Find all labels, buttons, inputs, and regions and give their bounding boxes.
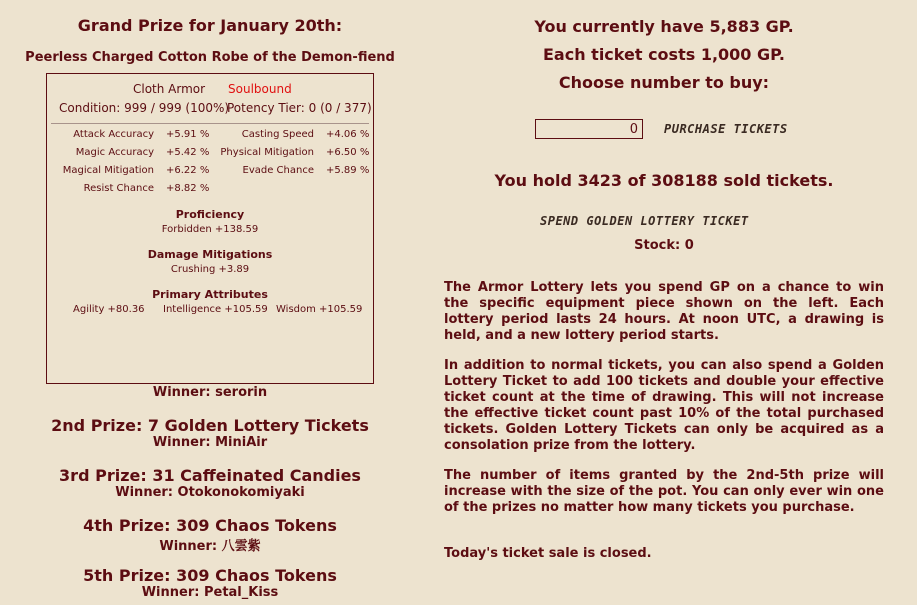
item-divider (51, 123, 369, 124)
stat-label: Physical Mitigation (220, 147, 314, 158)
stat-value: +5.42 % (166, 147, 210, 158)
prize-3-winner: Winner: Otokonokomiyaki (115, 485, 305, 500)
damage-mitigations-value: Crushing +3.89 (170, 264, 250, 275)
prize-3-title: 3rd Prize: 31 Caffeinated Candies (59, 466, 361, 485)
prize-2-winner: Winner: MiniAir (152, 435, 268, 450)
info-paragraph-2: In addition to normal tickets, you can also spend a Golden Lottery Ticket to add 100 tickets and double your effective ticket count at the time of drawing. This will not increase the effective ticket count past 10% of the total purchased tickets. Golden Lottery Tickets can only be acquired as a consolation prize from the lottery. (444, 358, 884, 453)
prize-4-winner: Winner: 八雲紫 (159, 539, 261, 554)
ticket-cost: Each ticket costs 1,000 GP. (543, 45, 785, 64)
item-binding: Soulbound (228, 82, 292, 96)
proficiency-heading: Proficiency (175, 208, 245, 221)
damage-mitigations-heading: Damage Mitigations (147, 248, 273, 261)
grand-prize-winner: Winner: serorin (152, 385, 268, 400)
stat-value: +5.89 % (326, 165, 370, 176)
stat-label: Resist Chance (83, 183, 154, 194)
proficiency-value: Forbidden +138.59 (161, 224, 259, 235)
attribute-agility: Agility +80.36 (73, 304, 145, 315)
grand-prize-title: Grand Prize for January 20th: (77, 16, 343, 35)
choose-number-label: Choose number to buy: (558, 73, 770, 92)
item-type: Cloth Armor (133, 82, 206, 96)
prize-panel (0, 0, 420, 605)
stat-value: +4.06 % (326, 129, 370, 140)
item-potency: Potency Tier: 0 (0 / 377) (227, 101, 372, 115)
primary-attributes-heading: Primary Attributes (152, 288, 268, 301)
sale-status: Today's ticket sale is closed. (444, 546, 652, 561)
stat-label: Magical Mitigation (62, 165, 154, 176)
stat-value: +6.50 % (326, 147, 370, 158)
gp-balance: You currently have 5,883 GP. (534, 17, 794, 36)
stat-label: Casting Speed (241, 129, 314, 140)
stat-label: Evade Chance (242, 165, 314, 176)
attribute-wisdom: Wisdom +105.59 (276, 304, 363, 315)
ticket-quantity-input[interactable] (535, 119, 643, 139)
item-stats-box (46, 73, 374, 384)
prize-4-title: 4th Prize: 309 Chaos Tokens (83, 516, 337, 535)
item-condition: Condition: 999 / 999 (100%) (59, 101, 230, 115)
info-paragraph-1: The Armor Lottery lets you spend GP on a chance to win the specific equipment piece shown on the left. Each lottery period lasts 24 hours. At noon UTC, a drawing is held, and a new lottery period starts. (444, 280, 884, 343)
golden-ticket-stock: Stock: 0 (634, 238, 694, 253)
held-tickets: You hold 3423 of 308188 sold tickets. (494, 171, 834, 190)
stat-value: +8.82 % (166, 183, 210, 194)
prize-5-title: 5th Prize: 309 Chaos Tokens (83, 566, 337, 585)
stat-label: Magic Accuracy (75, 147, 154, 158)
prize-5-winner: Winner: Petal_Kiss (141, 585, 279, 600)
spend-golden-ticket-button[interactable]: SPEND GOLDEN LOTTERY TICKET (540, 214, 749, 228)
purchase-panel (444, 0, 884, 605)
stat-value: +5.91 % (166, 129, 210, 140)
stat-value: +6.22 % (166, 165, 210, 176)
attribute-intelligence: Intelligence +105.59 (163, 304, 268, 315)
purchase-tickets-button[interactable]: PURCHASE TICKETS (664, 122, 788, 136)
grand-prize-item-name: Peerless Charged Cotton Robe of the Demon-fiend (25, 50, 395, 65)
stat-label: Attack Accuracy (73, 129, 154, 140)
prize-2-title: 2nd Prize: 7 Golden Lottery Tickets (51, 416, 369, 435)
info-paragraph-3: The number of items granted by the 2nd-5th prize will increase with the size of the pot. You can only ever win one of the prizes no matter how many tickets you purchase. (444, 468, 884, 515)
